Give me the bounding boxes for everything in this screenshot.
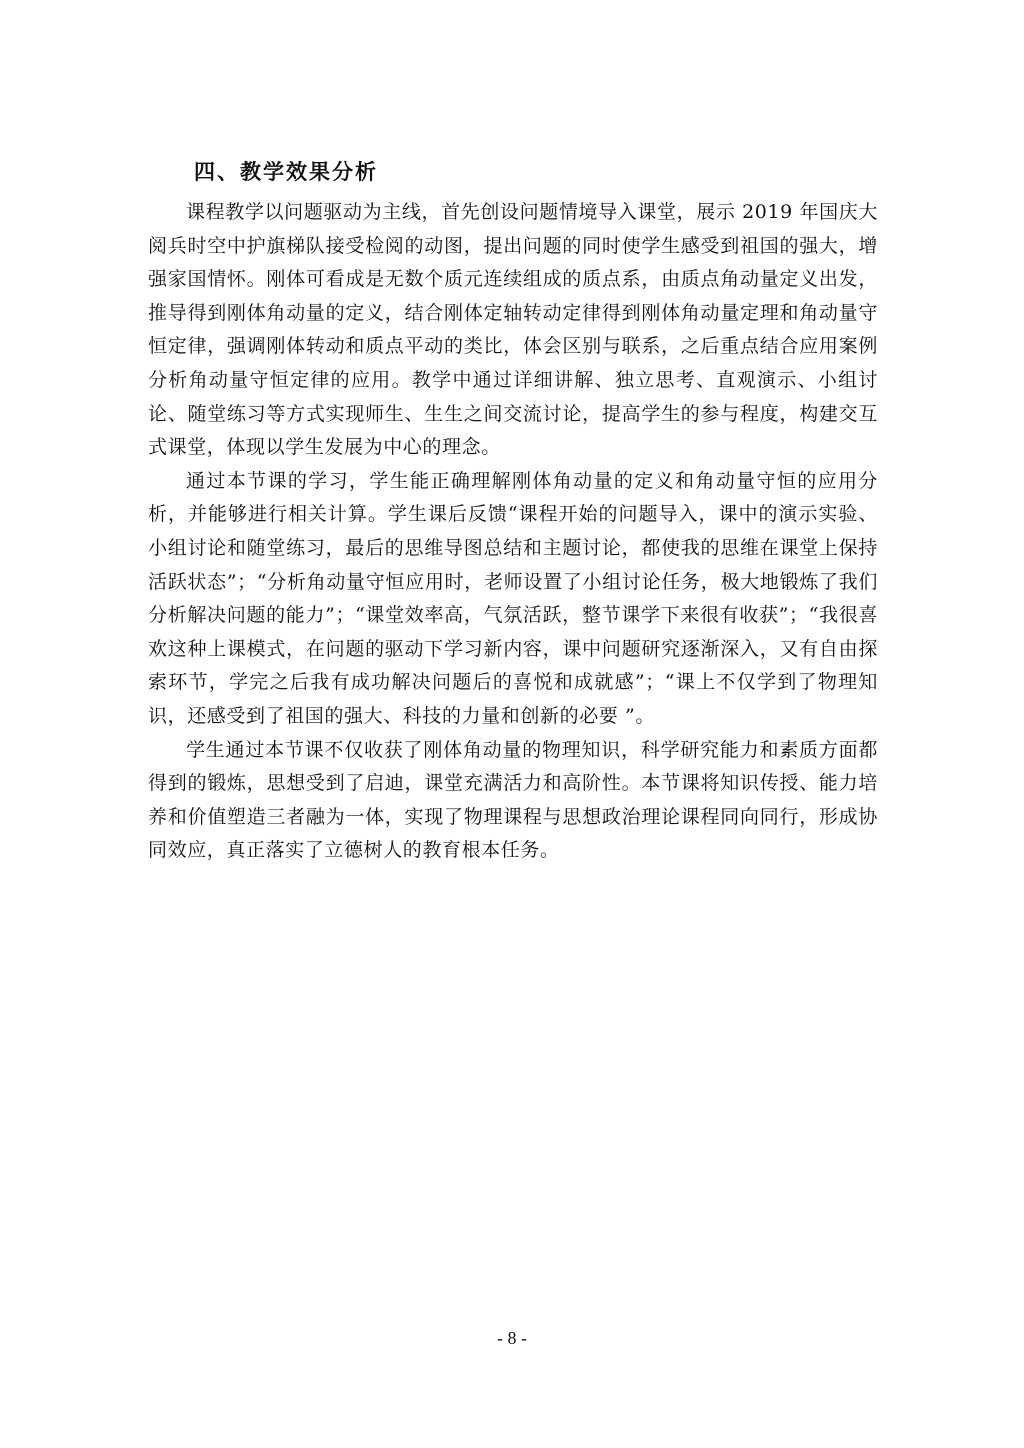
paragraph-student-feedback: 通过本节课的学习，学生能正确理解刚体角动量的定义和角动量守恒的应用分析，并能够进行相关计算。学生课后反馈“课程开始的问题导入，课中的演示实验、小组讨论和随堂练习，最后的思维导图总结和主题讨论，都使我的思维在课堂上保持活跃状态”；“分析角动量守恒应用时，老师设置了小组讨论任务，极大地锻炼了我们分析解决问题的能力”；“课堂效率高，气氛活跃，整节课学下来很有收获”；“我很喜欢这种上课模式，在问题的驱动下学习新内容，课中问题研究逐渐深入，又有自由探索环节，学完之后我有成功解决问题后的喜悦和成就感”；“课上不仅学到了物理知识，还感受到了祖国的强大、科技的力量和创新的必要 ”。 (148, 469, 878, 727)
body-text (148, 196, 878, 868)
paragraph-teaching-approach: 课程教学以问题驱动为主线，首先创设问题情境导入课堂，展示 2019 年国庆大阅兵时空中护旗梯队接受检阅的动图，提出问题的同时使学生感受到祖国的强大，增强家国情怀。刚体可看成是无数个质元连续组成的质点系，由质点角动量定义出发，推导得到刚体角动量的定义，结合刚体定轴转动定律得到刚体角动量定理和角动量守恒定律，强调刚体转动和质点平动的类比，体会区别与联系，之后重点结合应用案例分析角动量守恒定律的应用。教学中通过详细讲解、独立思考、直观演示、小组讨论、随堂练习等方式实现师生、生生之间交流讨论，提高学生的参与程度，构建交互式课堂，体现以学生发展为中心的理念。 (148, 201, 878, 459)
paragraph-conclusion: 学生通过本节课不仅收获了刚体角动量的物理知识，科学研究能力和素质方面都得到的锻炼，思想受到了启迪，课堂充满活力和高阶性。本节课将知识传授、能力培养和价值塑造三者融为一体，实现了物理课程与思想政治理论课程同向同行，形成协同效应，真正落实了立德树人的教育根本任务。 (148, 738, 878, 862)
page-number: - 8 - (497, 1328, 527, 1348)
section-heading: 四、教学效果分析 (194, 160, 378, 184)
